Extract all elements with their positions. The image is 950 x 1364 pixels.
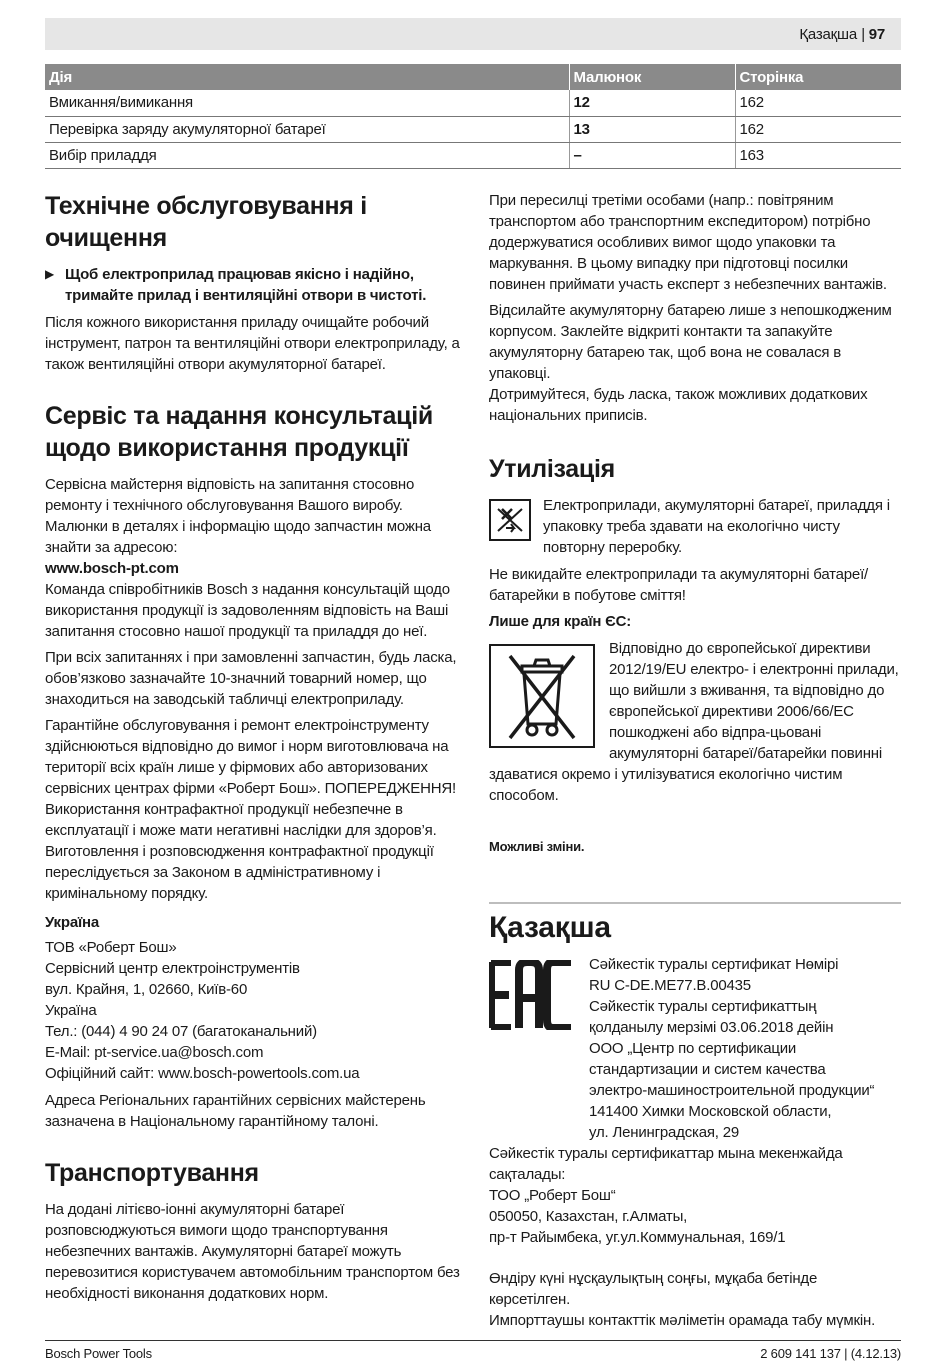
cert-line: ООО „Центр по сертификации xyxy=(589,1040,797,1057)
transport-paragraph: Відсилайте акумуляторну батарею лише з непошкодженим корпусом. Заклейте відкриті контакти та запакуйте акумуляторну батарею так, щоб вона не совалася в упаковці. xyxy=(489,302,892,382)
address-line: вул. Крайня, 1, 02660, Київ-60 xyxy=(45,981,248,998)
bullet-arrow-icon: ▶ xyxy=(45,267,55,281)
address-line: E-Mail: pt-service.ua@bosch.com xyxy=(45,1044,264,1061)
changes-note: Можливі зміни. xyxy=(489,839,585,854)
recycle-text: Електроприлади, акумуляторні батареї, приладдя і упаковку треба здавати на екологічно чисту повторну переробку. xyxy=(543,497,890,556)
certificate-block xyxy=(489,954,901,1143)
table-cell-figure: 13 xyxy=(569,116,735,142)
transport-paragraph: На додані літієво-іонні акумуляторні батареї розповсюджуються вимоги щодо транспортування небезпечних вантажів. Акумуляторні батареї можуть перевозитися користувачем автомобільним транспортом без необхідності виконання додаткових норм. xyxy=(45,1201,460,1302)
table-header-figure: Малюнок xyxy=(569,64,735,90)
table-header-row xyxy=(45,64,901,90)
cert-line: Сәйкестік туралы сертификат Нөмірі xyxy=(589,956,839,973)
table-header-page: Сторінка xyxy=(735,64,901,90)
address-line: Офіційний сайт: www.bosch-powertools.com.ua xyxy=(45,1065,360,1082)
transport-heading: Транспортування xyxy=(45,1159,259,1187)
cert-line: қолданылу мерзімі 03.06.2018 дейін xyxy=(589,1019,834,1036)
importer-text: Импорттаушы контакттік мәліметін орамада табу мүмкін. xyxy=(489,1312,876,1329)
recycle-block xyxy=(489,495,901,558)
maintenance-heading: Технічне обслуговування і очищення xyxy=(45,192,367,252)
address-line: Сервісний центр електроінструментів xyxy=(45,960,300,977)
reference-table xyxy=(45,64,901,169)
cert-line: 141400 Химки Московской области, xyxy=(589,1103,832,1120)
header-separator: | xyxy=(861,26,865,43)
table-cell-action: Вмикання/вимикання xyxy=(45,90,569,116)
address-line: ТОВ «Роберт Бош» xyxy=(45,939,177,956)
service-paragraph: Сервісна майстерня відповість на запитання стосовно ремонту і технічного обслуговування Вашого виробу. Малюнки в деталях і інформацію щодо запчастин можна знайти за адресою: xyxy=(45,476,431,556)
footer-doc-number: 2 609 141 137 | (4.12.13) xyxy=(760,1346,901,1361)
cert-line: Сәйкестік туралы сертификаттың xyxy=(589,998,817,1015)
service-url: www.bosch-pt.com xyxy=(45,560,179,577)
certificate-lines xyxy=(589,954,874,1143)
section-divider xyxy=(489,902,901,904)
address-line: Україна xyxy=(45,1002,97,1019)
table-cell-figure: – xyxy=(569,142,735,168)
table-row xyxy=(45,90,901,116)
disposal-paragraph: Не викидайте електроприлади та акумуляторні батареї/батарейки в побутове сміття! xyxy=(489,566,869,604)
cert-line: электро-машиностроительной продукции“ xyxy=(589,1082,875,1099)
recycle-icon xyxy=(489,499,531,541)
production-date-text: Өндіру күні нұсқаулықтың соңғы, мұқаба бетінде көрсетілген. xyxy=(489,1270,818,1308)
service-paragraph: Гарантійне обслуговування і ремонт електроінструменту здійснюються відповідно до вимог і норм виготовлювача на території всіх країн лише у фірмових або авторизованих сервісних центрах фірми «Роберт Бош». ПОПЕРЕДЖЕННЯ! Використання контрафактної продукції небезпечне в експлуатації і може мати негативні наслідки для здоров’я. Виготовлення і розповсюдження контрафактної продукції переслідується за Законом в адміністративному і кримінальному порядку. xyxy=(45,717,456,902)
left-column xyxy=(45,190,460,1309)
header-language: Қазақша xyxy=(799,26,857,43)
eu-heading: Лише для країн ЄС: xyxy=(489,613,632,630)
transport-paragraph: Дотримуйтеся, будь ласка, також можливих додаткових національних приписів. xyxy=(489,386,868,424)
table-cell-action: Вибір приладдя xyxy=(45,142,569,168)
maintenance-bullet-text: Щоб електроприлад працював якісно і надійно, тримайте прилад і вентиляційні отвори в чистоті. xyxy=(65,266,427,304)
table-header-action: Дія xyxy=(45,64,569,90)
page-number: 97 xyxy=(868,26,885,43)
service-heading: Сервіс та надання консультацій щодо використання продукції xyxy=(45,402,433,462)
eu-block xyxy=(489,638,901,806)
cert-line: RU C-DE.ME77.B.00435 xyxy=(589,977,751,994)
table-cell-figure: 12 xyxy=(569,90,735,116)
address-line: пр-т Райымбека, уг.ул.Коммунальная, 169/1 xyxy=(489,1229,786,1246)
table-row xyxy=(45,116,901,142)
address-line: ТОО „Роберт Бош“ xyxy=(489,1187,616,1204)
table-cell-page: 162 xyxy=(735,90,901,116)
table-row xyxy=(45,142,901,168)
address-line: 050050, Казахстан, г.Алматы, xyxy=(489,1208,688,1225)
footer-divider xyxy=(45,1340,901,1341)
page-header xyxy=(45,18,901,50)
kazakh-address xyxy=(489,1185,901,1248)
right-column xyxy=(489,190,901,1336)
service-country: Україна xyxy=(45,914,99,931)
cert-line: ул. Ленинградская, 29 xyxy=(589,1124,739,1141)
transport-paragraph: При пересилці третіми особами (напр.: повітряним транспортом або транспортним експедитором) потрібно додержуватися особливих вимог щодо упаковки та маркування. В цьому випадку при підготовці посилки повинен приймати участь експерт з небезпечних вантажів. xyxy=(489,192,887,293)
service-paragraph: Команда співробітників Bosch з надання консультацій щодо використання продукції із задоволенням відповість на Ваші запитання стосовно нашої продукції та приладдя до неї. xyxy=(45,581,450,640)
footer-brand: Bosch Power Tools xyxy=(45,1346,152,1361)
storage-text: Сәйкестік туралы сертификаттар мына мекенжайда сақталады: xyxy=(489,1145,843,1183)
eac-logo xyxy=(489,960,575,1143)
cert-line: стандартизации и систем качества xyxy=(589,1061,826,1078)
service-paragraph: При всіх запитаннях і при замовленні запчастин, будь ласка, обов’язково зазначайте 10-значний товарний номер, що знаходиться на заводській табличці електроприладу. xyxy=(45,649,457,708)
service-address xyxy=(45,937,460,1084)
table-cell-page: 162 xyxy=(735,116,901,142)
eu-text: Відповідно до європейської директиви 2012/19/EU електро- і електронні прилади, що вийшли з вживання, та відповідно до європейської директиви 2006/66/EC пошкоджені або відпра-цьовані акумуляторні батареї/батарейки повинні здаватися окремо і утилізуватися екологічно чистим способом. xyxy=(489,640,899,804)
service-paragraph: Адреса Регіональних гарантійних сервісних майстерень зазначена в Національному гарантійному талоні. xyxy=(45,1092,426,1130)
address-line: Тел.: (044) 4 90 24 07 (багатоканальний) xyxy=(45,1023,317,1040)
table-cell-page: 163 xyxy=(735,142,901,168)
kazakh-heading: Қазақша xyxy=(489,911,611,944)
maintenance-text: Після кожного використання приладу очищайте робочий інструмент, патрон та вентиляційні отвори електроприладу, а також вентиляційні отвори акумуляторної батареї. xyxy=(45,314,460,373)
crossed-bin-icon xyxy=(489,644,595,748)
maintenance-bullet xyxy=(45,264,460,306)
disposal-heading: Утилізація xyxy=(489,455,615,483)
table-cell-action: Перевірка заряду акумуляторної батареї xyxy=(45,116,569,142)
